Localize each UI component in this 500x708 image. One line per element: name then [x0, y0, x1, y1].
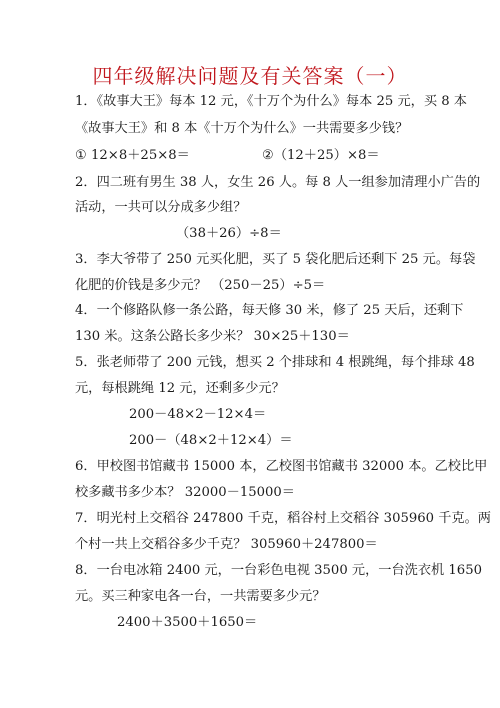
problem-3-line-2: 化肥的价钱是多少元？ （250－25）÷5＝: [75, 278, 326, 293]
problem-4-line-2: 130 米。这条公路长多少米？ 30×25＋130＝: [75, 329, 350, 344]
problem-6-line-2: 校多藏书多少本？ 32000－15000＝: [75, 485, 295, 500]
problem-1-answer-a: ① 12×8＋25×8＝: [75, 148, 190, 163]
problem-4-line-1: 4．一个修路队修一条公路，每天修 30 米，修了 25 天后，还剩下: [75, 303, 464, 318]
problem-2-answer: （38＋26）÷8＝: [176, 226, 282, 241]
page-title: 四年级解决问题及有关答案（一）: [92, 64, 408, 88]
problem-5-line-1: 5．张老师带了 200 元钱，想买 2 个排球和 4 根跳绳，每个排球 48: [75, 355, 475, 370]
problem-7-line-1: 7．明光村上交稻谷 247800 千克，稻谷村上交稻谷 305960 千克。两: [75, 511, 491, 526]
problem-1-answer-b: ②（12＋25）×8＝: [262, 148, 380, 163]
problem-7-line-2: 个村一共上交稻谷多少千克？ 305960＋247800＝: [75, 537, 378, 552]
problem-6-line-1: 6．甲校图书馆藏书 15000 本，乙校图书馆藏书 32000 本。乙校比甲: [75, 459, 488, 474]
problem-5-answer-a: 200－48×2－12×4＝: [129, 407, 267, 422]
problem-8-line-2: 元。买三种家电各一台，一共需要多少元？: [75, 589, 326, 604]
problem-8-line-1: 8．一台电冰箱 2400 元，一台彩色电视 3500 元，一台洗衣机 1650: [75, 563, 482, 578]
problem-2-line-1: 2．四二班有男生 38 人，女生 26 人。每 8 人一组参加清理小广告的: [75, 175, 481, 190]
problem-1-line-2: 《故事大王》和 8 本《十万个为什么》一共需要多少钱？: [75, 121, 409, 136]
problem-1-line-1: 1．《故事大王》每本 12 元，《十万个为什么》每本 25 元，买 8 本: [75, 94, 467, 109]
problem-5-line-2: 元，每根跳绳 12 元，还剩多少元？: [75, 381, 285, 396]
problem-3-line-1: 3．李大爷带了 250 元买化肥，买了 5 袋化肥后还剩下 25 元。每袋: [75, 252, 476, 267]
problem-5-answer-b: 200－（48×2＋12×4）＝: [129, 433, 293, 448]
problem-8-answer: 2400＋3500＋1650＝: [117, 615, 258, 630]
problem-2-line-2: 活动，一共可以分成多少组？: [75, 200, 247, 215]
